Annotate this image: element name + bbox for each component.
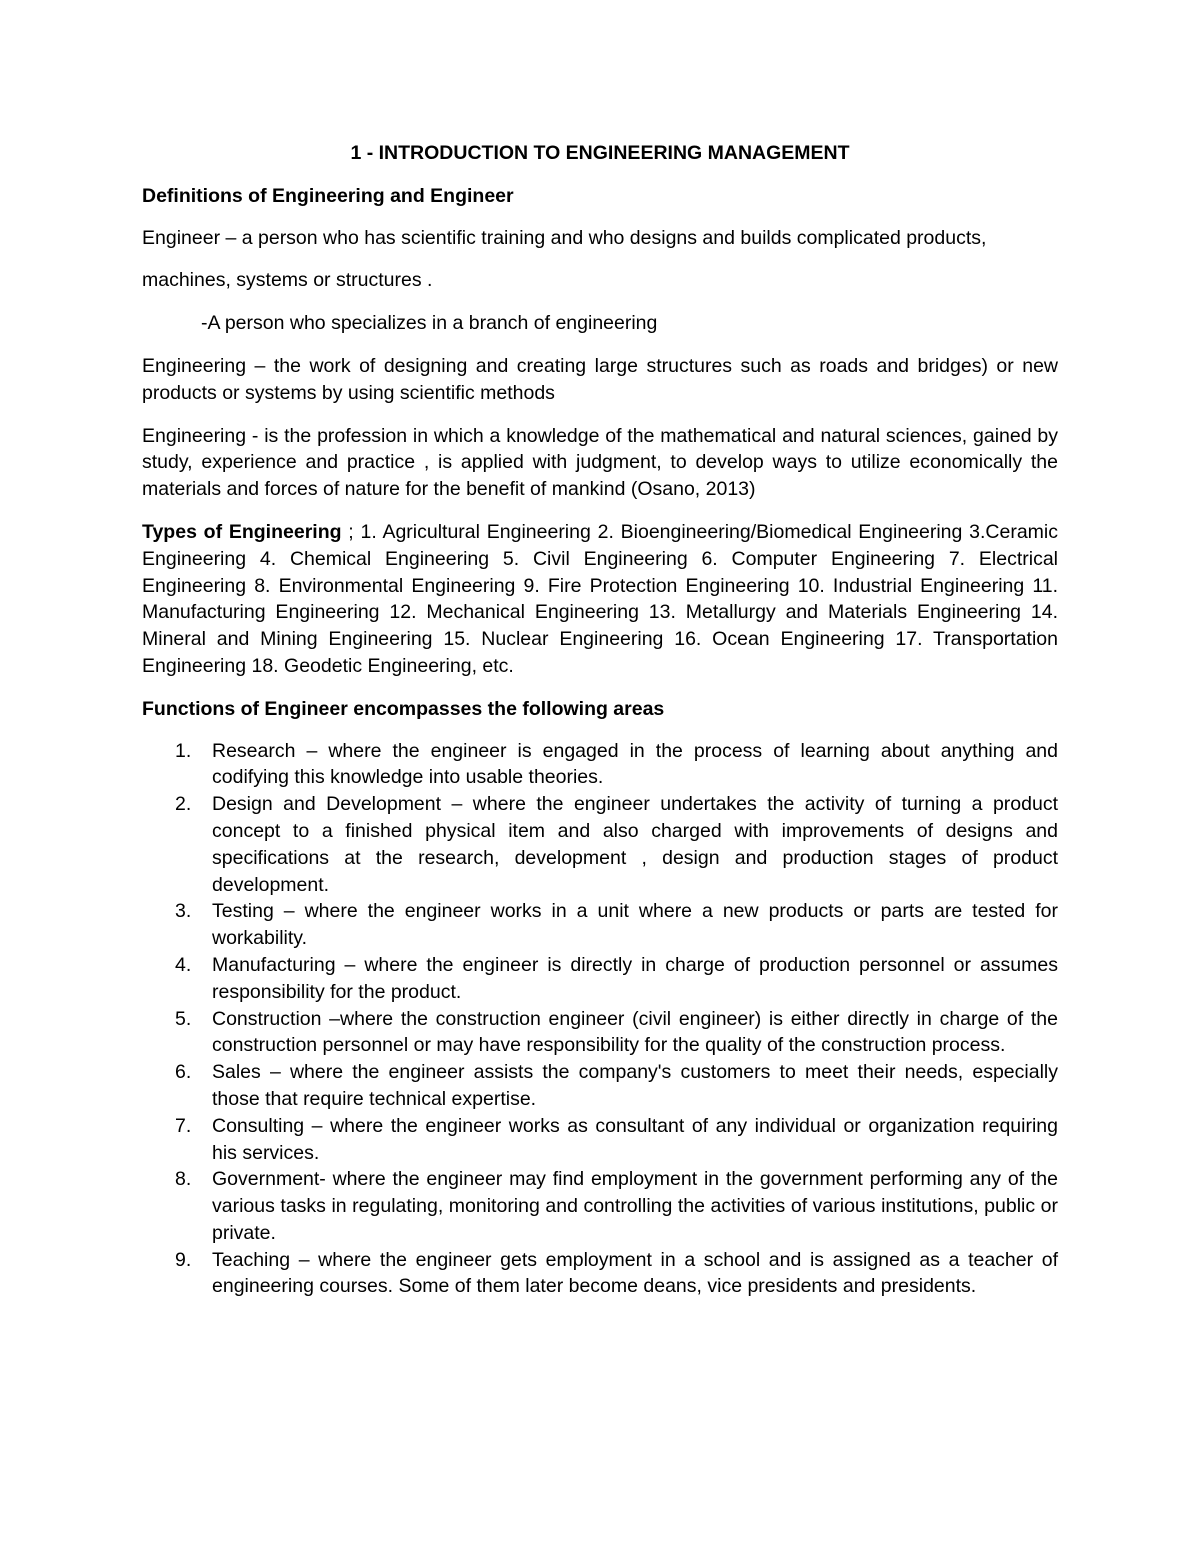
engineer-definition-continued: machines, systems or structures . <box>142 269 433 292</box>
list-item-number: 5. <box>175 1007 192 1030</box>
list-item-text: Sales – where the engineer assists the company's customers to meet their needs, especially those that require technical expertise. <box>212 1061 1058 1110</box>
functions-list <box>142 738 1058 1301</box>
list-item-text: Manufacturing – where the engineer is directly in charge of production personnel or assumes responsibility for the product. <box>212 953 1058 1003</box>
list-item <box>142 952 1058 1006</box>
list-item-number: 8. <box>175 1168 192 1191</box>
list-item <box>142 1247 1058 1301</box>
document-page <box>142 140 1058 1300</box>
list-item <box>142 738 1058 792</box>
engineering-definition-2: Engineering - is the profession in which a knowledge of the mathematical and natural sciences, gained by study, experience and practice , is applied with judgment, to develop ways to utilize economically the materials and forces of nature for the benefit of mankind (Osano, 2013) <box>142 424 1058 501</box>
engineer-definition: Engineer – a person who has scientific training and who designs and builds complicated products, <box>142 226 987 249</box>
list-item-number: 1. <box>175 739 192 762</box>
engineer-alternate-definition: -A person who specializes in a branch of engineering <box>201 312 658 335</box>
list-item-text: Research – where the engineer is engaged in the process of learning about anything and codifying this knowledge into usable theories. <box>212 739 1058 789</box>
engineering-definition-1: Engineering – the work of designing and creating large structures such as roads and bridges) or new products or systems by using scientific methods <box>142 354 1058 404</box>
types-of-engineering-label: Types of Engineering <box>142 520 342 543</box>
list-item-text: Construction –where the construction engineer (civil engineer) is either directly in charge of the construction personnel or may have responsibility for the quality of the construction process. <box>212 1007 1058 1057</box>
list-item <box>142 1166 1058 1246</box>
list-item-number: 4. <box>175 953 192 976</box>
list-item <box>142 898 1058 952</box>
functions-heading: Functions of Engineer encompasses the following areas <box>142 697 665 720</box>
list-item-text: Teaching – where the engineer gets employment in a school and is assigned as a teacher of engineering courses. Some of them later become deans, vice presidents and presidents. <box>212 1248 1058 1298</box>
list-item-number: 2. <box>175 793 192 816</box>
types-of-engineering-list: ; 1. Agricultural Engineering 2. Bioengineering/Biomedical Engineering 3.Ceramic Engineering 4. Chemical Engineering 5. Civil Engineering 6. Computer Engineering 7. Electrical Engineering 8. Environmental Engineering 9. Fire Protection Engineering 10. Industrial Engineering 11. Manufacturing Engineering 12. Mechanical Engineering 13. Metallurgy and Materials Engineering 14. Mineral and Mining Engineering 15. Nuclear Engineering 16. Ocean Engineering 17. Transportation Engineering 18. Geodetic Engineering, etc. <box>142 520 1058 677</box>
types-of-engineering-paragraph <box>142 519 1058 680</box>
list-item-number: 3. <box>175 900 192 923</box>
list-item-number: 6. <box>175 1061 192 1084</box>
list-item-text: Testing – where the engineer works in a unit where a new products or parts are tested for workability. <box>212 900 1058 950</box>
document-title: 1 - INTRODUCTION TO ENGINEERING MANAGEMENT <box>350 142 850 164</box>
list-item-number: 7. <box>175 1114 192 1137</box>
list-item-text: Design and Development – where the engineer undertakes the activity of turning a product concept to a finished physical item and also charged with improvements of designs and specifications at the research, development , design and production stages of product development. <box>212 793 1058 896</box>
list-item <box>142 1006 1058 1060</box>
list-item-text: Government- where the engineer may find employment in the government performing any of the various tasks in regulating, monitoring and controlling the activities of various institutions, public or private. <box>212 1168 1058 1244</box>
list-item-text: Consulting – where the engineer works as consultant of any individual or organization requiring his services. <box>212 1114 1058 1164</box>
list-item-number: 9. <box>175 1248 192 1271</box>
list-item <box>142 1113 1058 1167</box>
list-item <box>142 791 1058 898</box>
list-item <box>142 1059 1058 1113</box>
definitions-heading: Definitions of Engineering and Engineer <box>142 184 514 207</box>
